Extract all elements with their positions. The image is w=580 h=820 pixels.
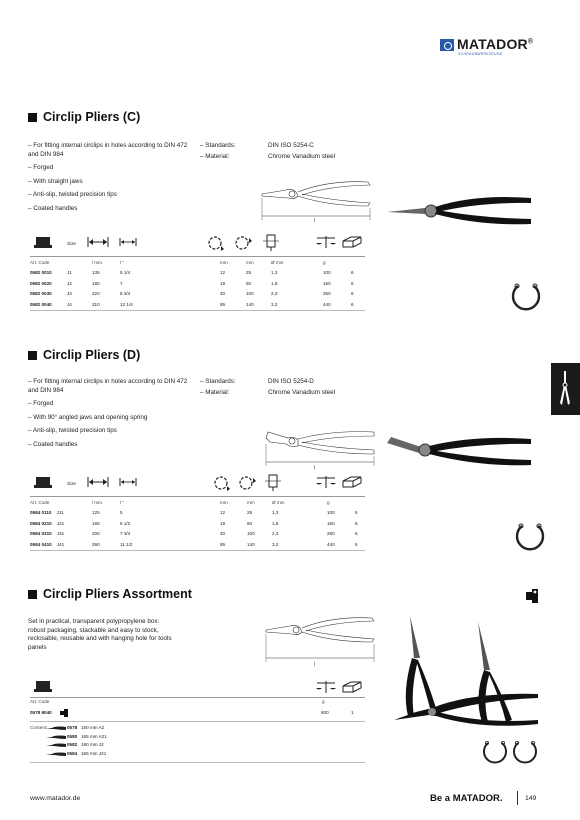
small-plier-icon	[46, 735, 66, 740]
table-row: 0578 9040 600 1	[30, 709, 365, 719]
brand-logo: MATADOR® SCHRAUBWERKZEUGE	[440, 36, 552, 58]
circlip-range-max-icon	[233, 234, 253, 252]
plier-outline-drawing-d	[262, 428, 382, 470]
circlip-ring-image-d	[512, 520, 548, 556]
section-tab-marker	[551, 363, 580, 415]
features-c: – For fitting internal circlips in holes according to DIN 472 and DIN 984 – Forged – With straight jaws – Anti-slip, twisted precision tips – Coated handles	[28, 142, 188, 212]
table-column-header-row: Art. Code l mm l " mm mm Ø mm g	[30, 259, 326, 265]
tip-diameter-icon	[264, 473, 282, 491]
section-title-d: Circlip Pliers (D)	[28, 348, 140, 362]
plier-outline-drawing-c	[258, 176, 378, 226]
list-item: 0578 180 mm A2	[46, 725, 166, 734]
table-row: 0582 0010 J1 135 5 1/4 12 25 1,3 100 6	[30, 270, 354, 276]
weight-scale-icon	[315, 680, 337, 694]
table-header-icons-d: Size	[30, 471, 365, 497]
weight-scale-icon	[315, 235, 337, 249]
circlip-range-min-icon	[212, 474, 232, 492]
table-row: 0582 0040 J4 310 12 1/4 85 140 3,2 440 6	[30, 301, 354, 307]
table-header-icons-c: Size	[30, 231, 365, 257]
length-mm-icon	[87, 476, 109, 488]
footer-url[interactable]: www.matador.de	[30, 795, 81, 802]
small-plier-icon	[46, 726, 66, 731]
length-inch-icon	[119, 236, 137, 248]
bullet-square-icon	[28, 113, 37, 122]
product-table-c	[30, 257, 365, 310]
package-box-icon	[341, 475, 363, 489]
circlip-range-max-icon	[237, 474, 257, 492]
table-row: 0584 0110 J11 125 5 12 25 1,3 100 6	[30, 510, 358, 516]
plier-image-c	[385, 192, 535, 232]
product-table-d	[30, 497, 365, 550]
table-column-header-row: Art. Code l mm l " mm mm Ø mm g	[30, 499, 330, 505]
footer-slogan: Be a MATADOR.	[430, 793, 503, 804]
circlip-ring-image-c	[508, 280, 544, 316]
table-row: 0584 0410 J41 290 11 1/2 85 140 3,2 440 6	[30, 541, 358, 547]
length-mm-icon	[87, 236, 109, 248]
package-box-icon	[341, 680, 363, 694]
package-box-icon	[341, 235, 363, 249]
plier-image-d	[385, 435, 535, 471]
small-plier-icon	[46, 752, 66, 757]
contents-list	[46, 725, 166, 759]
list-item: 0584 165 mm J21	[46, 751, 166, 760]
table-row: 0582 0020 J2 180 7 19 60 1,8 150 6	[30, 280, 354, 286]
logo-emblem-icon	[440, 39, 454, 51]
tip-diameter-icon	[262, 233, 280, 251]
bullet-square-icon	[28, 351, 37, 360]
bullet-square-icon	[28, 590, 37, 599]
anvil-forged-icon	[34, 235, 52, 249]
hanging-hole-icon	[524, 588, 540, 604]
section-title-assortment: Circlip Pliers Assortment	[28, 587, 192, 601]
plier-outline-drawing-assortment	[262, 612, 382, 668]
anvil-forged-icon	[34, 679, 52, 693]
specs-d: – Standards: DIN ISO 5254-D – Material: Chrome Vanadium steel	[200, 378, 336, 396]
circlip-range-min-icon	[206, 234, 226, 252]
list-item: 0582 180 mm J2	[46, 742, 166, 751]
weight-scale-icon	[315, 475, 337, 489]
footer-divider	[517, 791, 518, 805]
anvil-forged-icon	[34, 475, 52, 489]
table-header-icons-assortment	[30, 676, 365, 698]
pliers-tab-icon	[551, 363, 580, 415]
svg-text:l: l	[314, 218, 316, 224]
features-d: – For fitting internal circlips in holes according to DIN 472 and DIN 984 – Forged – With 90° angled jaws and opening spring – Anti-slip, twisted precision tips – Coated handles	[28, 378, 188, 448]
svg-text:l: l	[314, 662, 316, 668]
list-item: 0580 165 mm A21	[46, 734, 166, 743]
svg-text:l: l	[314, 465, 316, 470]
page-number: 149	[525, 795, 537, 802]
table-row: 0584 0210 J21 165 6 1/2 19 60 1,8 150 6	[30, 520, 358, 526]
table-row: 0582 0030 J3 220 8 3/4 40 100 2,3 250 6	[30, 291, 354, 297]
small-plier-icon	[46, 743, 66, 748]
table-row: 0584 0310 J31 200 7 3/4 40 100 2,3 250 6	[30, 531, 358, 537]
pliers-assortment-image	[392, 612, 542, 742]
hanging-hole-icon	[59, 708, 69, 718]
circlip-rings-image-assortment	[482, 738, 542, 768]
section-title-c: Circlip Pliers (C)	[28, 110, 140, 124]
length-inch-icon	[119, 476, 137, 488]
specs-c: – Standards: DIN ISO 5254-C – Material: Chrome Vanadium steel	[200, 142, 336, 160]
assortment-description: Set in practical, transparent polypropylene box: robust packaging, stackable and easy to stock, reclosable, reusable and with hanging hole for tools panels	[28, 618, 172, 651]
